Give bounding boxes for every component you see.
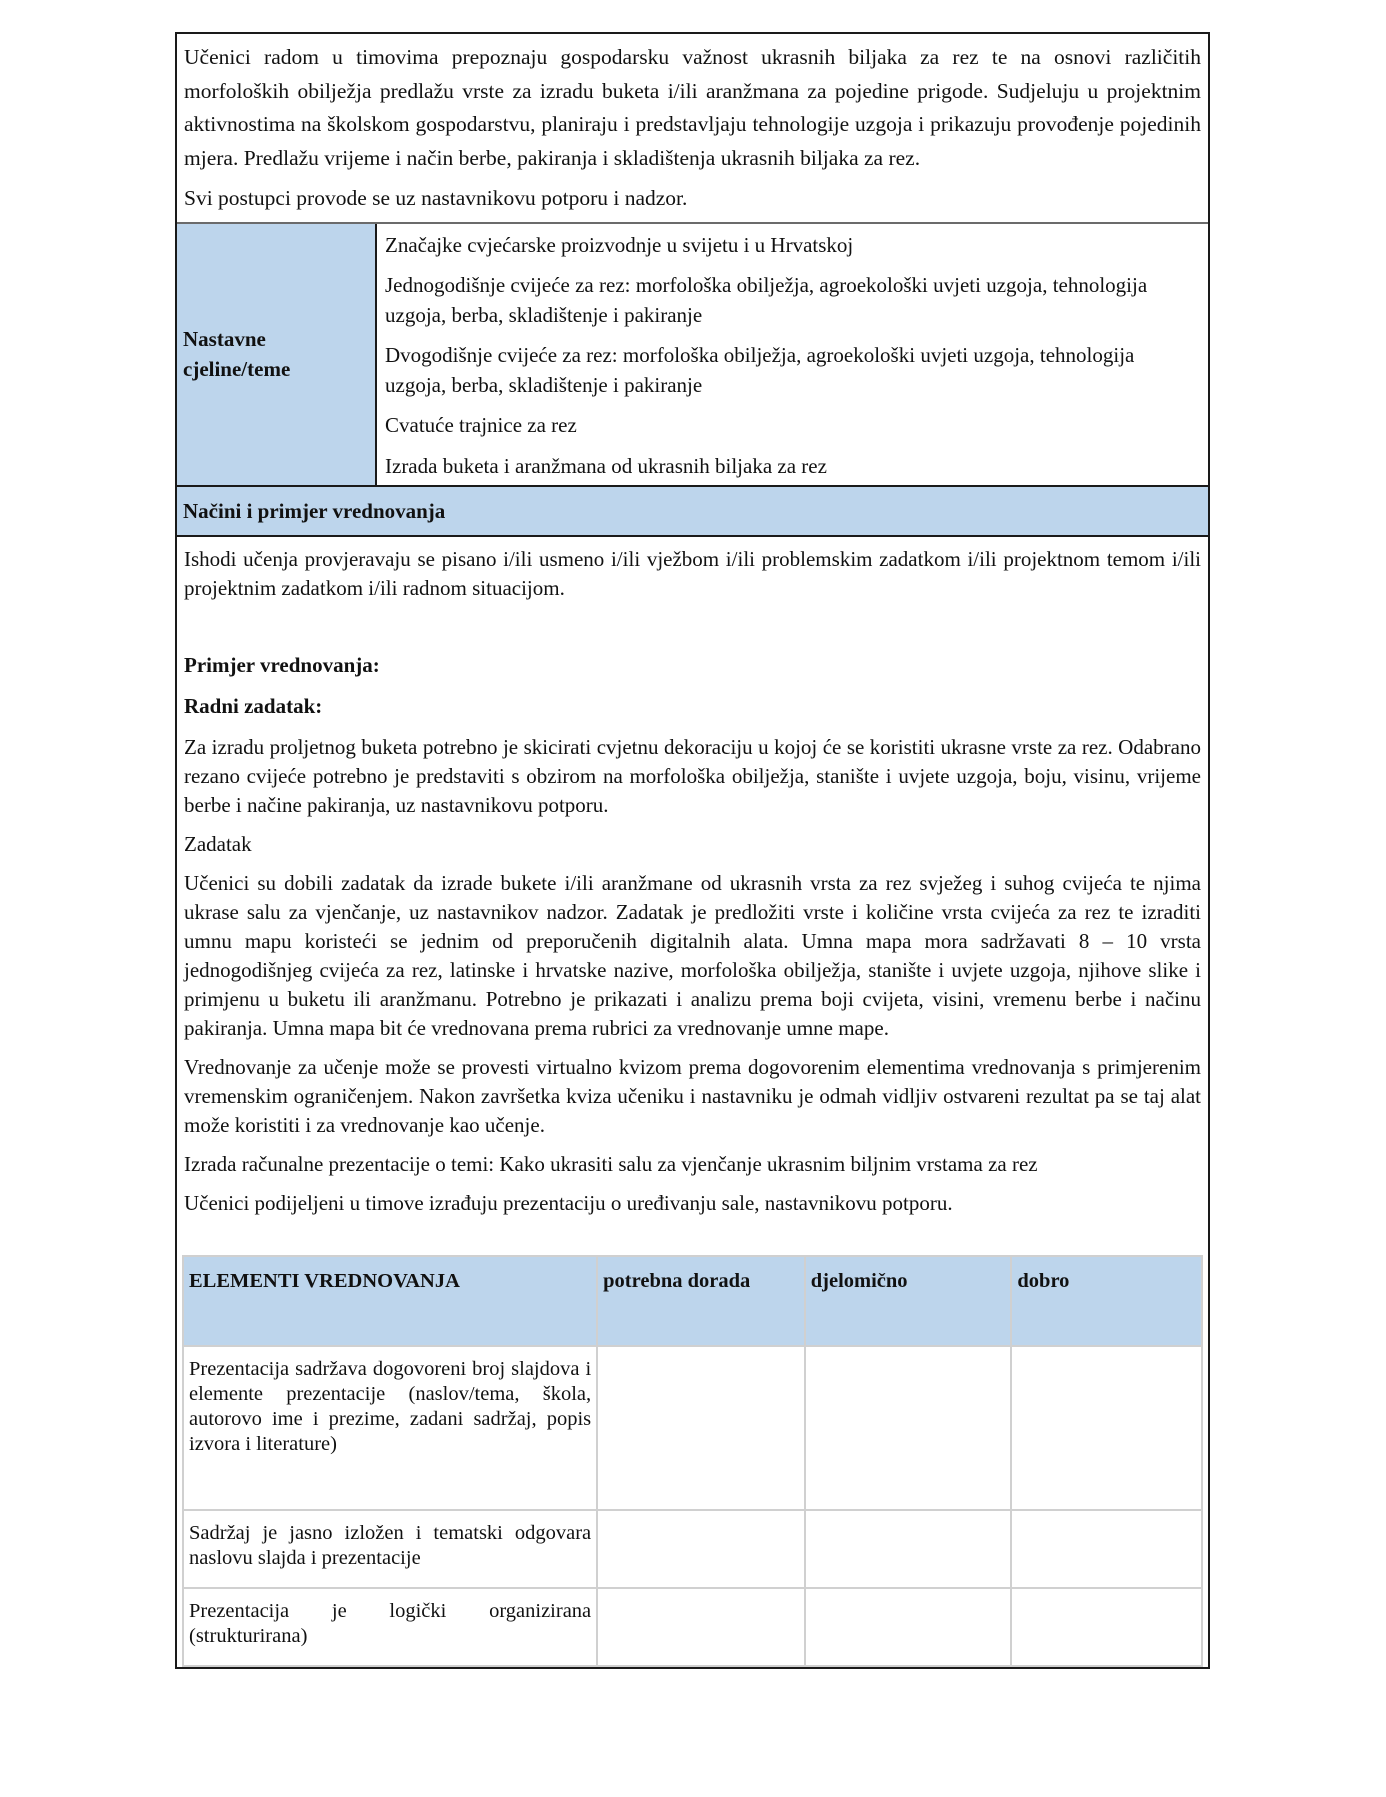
rubric-header-partial: djelomično: [805, 1256, 1012, 1346]
intro-note: Svi postupci provode se uz nastavnikovu potporu i nadzor.: [184, 186, 688, 210]
intro-section: [177, 34, 1208, 222]
topics-label: [177, 224, 377, 486]
example-heading: Primjer vrednovanja:: [184, 653, 380, 677]
evaluation-intro: Ishodi učenja provjeravaju se pisano i/ili usmeno i/ili vježbom i/ili problemskim zadatkom i/ili projektnom temom i/ili projektnim zadatkom i/ili radnom situacijom.: [184, 547, 1201, 600]
topic-item: Dvogodišnje cvijeće za rez: morfološka obilježja, agroekološki uvjeti uzgoja, tehnologija uzgoja, berba, skladištenje i pakiranje: [385, 343, 1135, 397]
topic-item: Cvatuće trajnice za rez: [385, 413, 577, 437]
rubric-header-good: dobro: [1011, 1256, 1202, 1346]
assignment-text: Učenici su dobili zadatak da izrade bukete i/ili aranžmane od ukrasnih vrsta za rez svježeg i suhog cvijeća te njima ukrase salu za vjenčanje, uz nastavnikov nadzor. Zadatak je predložiti vrste i količine vrsta cvijeća za rez te izraditi umnu mapu koristeći se jednim od preporučenih digitalnih alata. Umna mapa mora sadržavati 8 – 10 vrsta jednogodišnjeg cvijeća za rez, latinske i hrvatske nazive, morfološka obilježja, stanište i uvjete uzgoja, njihove slike i primjenu u buketu ili aranžmanu. Potrebno je prikazati i analizu prema boji cvijeta, visini, vremenu berbe i načinu pakiranja. Umna mapa bit će vrednovana prema rubrici za vrednovanje umne mape.: [184, 871, 1201, 1040]
rubric-element: Prezentacija sadržava dogovoreni broj slajdova i elemente prezentacije (naslov/tema, škola, autorovo ime i prezime, zadani sadržaj, popis izvora i literature): [183, 1346, 597, 1510]
task-heading: Radni zadatak:: [184, 694, 323, 718]
presentation-topic: Izrada računalne prezentacije o temi: Kako ukrasiti salu za vjenčanje ukrasnim biljnim vrstama za rez: [184, 1152, 1038, 1176]
rubric-cell-needs-work: [597, 1510, 805, 1588]
rubric-header-elements: ELEMENTI VREDNOVANJA: [183, 1256, 597, 1346]
intro-paragraph: Učenici radom u timovima prepoznaju gospodarsku važnost ukrasnih biljaka za rez te na osnovi različitih morfoloških obilježja predlažu vrste za izradu buketa i/ili aranžmana za pojedine prigode. Sudjeluju u projektnim aktivnostima na školskom gospodarstvu, planiraju i predstavljaju tehnologije uzgoja i prikazuju provođenje pojedinih mjera. Predlažu vrijeme i način berbe, pakiranja i skladištenja ukrasnih biljaka za rez.: [184, 45, 1201, 170]
topic-item: Jednogodišnje cvijeće za rez: morfološka obilježja, agroekološki uvjeti uzgoja, tehnologija uzgoja, berba, skladištenje i pakiranje: [385, 273, 1148, 327]
topics-row: [177, 222, 1208, 486]
rubric-header-row: [183, 1256, 1202, 1346]
task-text: Za izradu proljetnog buketa potrebno je skicirati cvjetnu dekoraciju u kojoj će se koristiti ukrasne vrste za rez. Odabrano rezano cvijeće potrebno je predstaviti s obzirom na morfološka obilježja, stanište i uvjete uzgoja, boju, visinu, vrijeme berbe i načine pakiranja, uz nastavnikovu potporu.: [184, 735, 1201, 817]
evaluation-heading: Načini i primjer vrednovanja: [177, 485, 1208, 537]
rubric-header-needs-work: potrebna dorada: [597, 1256, 805, 1346]
rubric-cell-needs-work: [597, 1346, 805, 1510]
rubric-element: Sadržaj je jasno izložen i tematski odgovara naslovu slajda i prezentacije: [183, 1510, 597, 1588]
rubric-cell-needs-work: [597, 1588, 805, 1666]
topic-item: Izrada buketa i aranžmana od ukrasnih biljaka za rez: [385, 453, 827, 478]
rubric-table: [182, 1255, 1203, 1667]
rubric-cell-partial: [805, 1588, 1012, 1666]
quiz-text: Vrednovanje za učenje može se provesti virtualno kvizom prema dogovorenim elementima vrednovanja s primjerenim vremenskim ograničenjem. Nakon završetka kviza učeniku i nastavniku je odmah vidljiv ostvareni rezultat pa se taj alat može koristiti i za vrednovanje kao učenje.: [184, 1055, 1201, 1137]
topic-item: Značajke cvjećarske proizvodnje u svijetu i u Hrvatskoj: [385, 232, 854, 257]
curriculum-page: [175, 32, 1210, 1669]
topics-label-text: Nastavne cjeline/teme: [183, 327, 291, 382]
rubric-cell-good: [1011, 1346, 1202, 1510]
presentation-teams: Učenici podijeljeni u timove izrađuju prezentaciju o uređivanju sale, nastavnikovu potporu.: [184, 1191, 953, 1215]
rubric-row: [183, 1346, 1202, 1510]
rubric-row: [183, 1588, 1202, 1666]
evaluation-body: [177, 537, 1208, 1218]
rubric-cell-partial: [805, 1346, 1012, 1510]
topics-list: [377, 224, 1208, 486]
rubric-cell-good: [1011, 1588, 1202, 1666]
assignment-label: Zadatak: [184, 832, 252, 856]
rubric-row: [183, 1510, 1202, 1588]
rubric-cell-partial: [805, 1510, 1012, 1588]
rubric-cell-good: [1011, 1510, 1202, 1588]
rubric-element: Prezentacija je logički organizirana (strukturirana): [183, 1588, 597, 1666]
